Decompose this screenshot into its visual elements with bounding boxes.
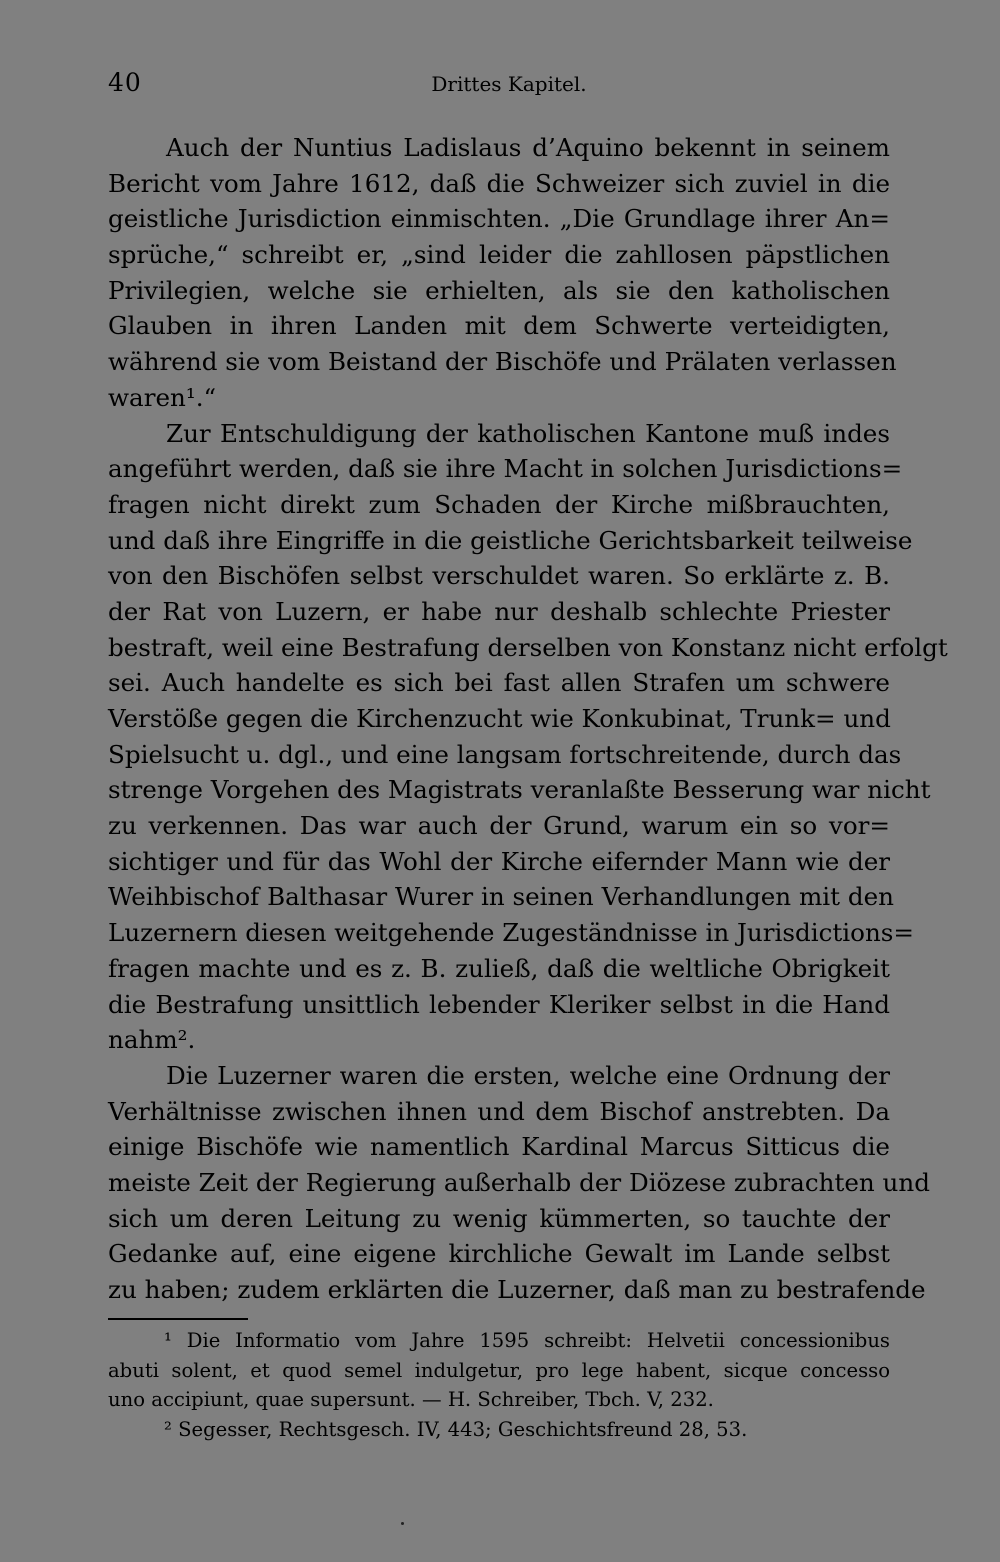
text-line: geistliche Jurisdiction einmischten. „Die Grundlage ihrer An= <box>108 204 890 234</box>
text-line: sichtiger und für das Wohl der Kirche eifernder Mann wie der <box>108 846 890 876</box>
text-line: meiste Zeit der Regierung außerhalb der Diözese zubrachten und <box>108 1167 930 1197</box>
text-line: der Rat von Luzern, er habe nur deshalb schlechte Priester <box>108 596 890 626</box>
text-line: waren¹.“ <box>108 382 217 412</box>
text-line: Privilegien, welche sie erhielten, als sie den katholischen <box>108 275 890 305</box>
text-line: fragen machte und es z. B. zuließ, daß die weltliche Obrigkeit <box>108 953 890 983</box>
footnotes <box>108 1326 890 1444</box>
page-number: 40 <box>108 68 142 97</box>
text-line: Zur Entschuldigung der katholischen Kantone muß indes <box>166 418 890 448</box>
text-line: von den Bischöfen selbst verschuldet waren. So erklärte z. B. <box>108 561 890 591</box>
text-line: angeführt werden, daß sie ihre Macht in solchen Jurisdictions= <box>108 454 903 484</box>
text-line: fragen nicht direkt zum Schaden der Kirche mißbrauchten, <box>108 489 890 519</box>
text-line: Gedanke auf, eine eigene kirchliche Gewalt im Lande selbst <box>108 1239 890 1269</box>
text-line: Spielsucht u. dgl., und eine langsam fortschreitende, durch das <box>108 739 902 769</box>
text-line: Glauben in ihren Landen mit dem Schwerte verteidigten, <box>108 311 890 341</box>
text-line: Verhältnisse zwischen ihnen und dem Bischof anstrebten. Da <box>108 1096 890 1126</box>
text-line: sei. Auch handelte es sich bei fast allen Strafen um schwere <box>108 668 890 698</box>
text-line: Luzernern diesen weitgehende Zugeständnisse in Jurisdictions= <box>108 918 915 948</box>
running-title: Drittes Kapitel. <box>431 72 587 96</box>
body-text <box>108 130 948 1308</box>
text-line: Weihbischof Balthasar Wurer in seinen Verhandlungen mit den <box>108 882 894 912</box>
text-line: bestraft, weil eine Bestrafung derselben von Konstanz nicht erfolgt <box>108 632 948 662</box>
text-line: sprüche,“ schreibt er, „sind leider die zahllosen päpstlichen <box>108 240 890 270</box>
footnote-line: uno accipiunt, quae supersunt. — H. Schreiber, Tbch. V, 232. <box>108 1388 714 1411</box>
text-line: die Bestrafung unsittlich lebender Kleriker selbst in die Hand <box>108 989 890 1019</box>
footnote-line: ² Segesser, Rechtsgesch. IV, 443; Geschichtsfreund 28, 53. <box>164 1417 748 1441</box>
text-line: nahm². <box>108 1025 196 1055</box>
text-line: Verstöße gegen die Kirchenzucht wie Konkubinat, Trunk= und <box>108 704 891 733</box>
text-line: einige Bischöfe wie namentlich Kardinal Marcus Sitticus die <box>108 1132 890 1162</box>
text-line: zu haben; zudem erklärten die Luzerner, daß man zu bestrafende <box>108 1275 926 1304</box>
text-line: sich um deren Leitung zu wenig kümmerten, so tauchte der <box>108 1203 890 1233</box>
text-line: Auch der Nuntius Ladislaus d’Aquino bekennt in seinem <box>166 133 890 162</box>
footnote-divider <box>108 1318 248 1320</box>
text-line: strenge Vorgehen des Magistrats veranlaßte Besserung war nicht <box>108 775 931 805</box>
text-line: Bericht vom Jahre 1612, daß die Schweizer sich zuviel in die <box>108 168 890 198</box>
text-line: zu verkennen. Das war auch der Grund, warum ein so vor= <box>108 811 890 841</box>
text-line: während sie vom Beistand der Bischöfe und Prälaten verlassen <box>108 347 897 377</box>
scan-speck <box>401 1522 404 1525</box>
footnote-line: abuti solent, et quod semel indulgetur, pro lege habent, sicque concesso <box>108 1358 890 1382</box>
text-line: Die Luzerner waren die ersten, welche eine Ordnung der <box>166 1060 890 1090</box>
text-line: und daß ihre Eingriffe in die geistliche Gerichtsbarkeit teilweise <box>108 525 913 555</box>
footnote-line: ¹ Die Informatio vom Jahre 1595 schreibt: Helvetii concessionibus <box>164 1329 890 1352</box>
